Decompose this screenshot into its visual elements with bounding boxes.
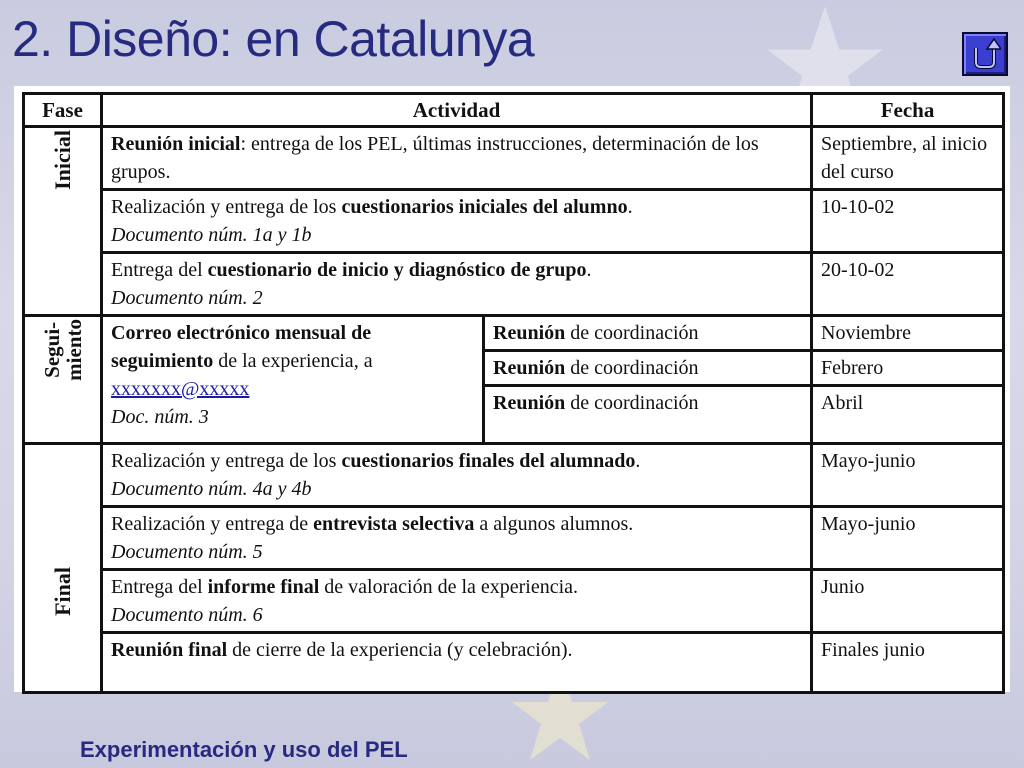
phase-label: Final: [49, 567, 75, 616]
meeting-cell: Reunión de coordinación: [484, 386, 812, 444]
document-ref: Doc. núm. 3: [111, 406, 209, 428]
date-cell: Finales junio: [812, 633, 1004, 693]
activity-cell: Realización y entrega de entrevista selectiva a algunos alumnos. Documento núm. 5: [102, 507, 812, 570]
schedule-table-panel: [14, 86, 1010, 692]
return-arrow-icon: [969, 38, 1001, 70]
activity-cell: Reunión final de cierre de la experiencia (y celebración).: [102, 633, 812, 693]
date-cell: Noviembre: [812, 316, 1004, 351]
activity-cell: Realización y entrega de los cuestionarios iniciales del alumno. Documento núm. 1a y 1b: [102, 190, 812, 253]
activity-cell: Entrega del informe final de valoración de la experiencia. Documento núm. 6: [102, 570, 812, 633]
meeting-cell: Reunión de coordinación: [484, 316, 812, 351]
document-ref: Documento núm. 1a y 1b: [111, 224, 312, 246]
phase-final: [24, 444, 102, 693]
date-cell: Junio: [812, 570, 1004, 633]
return-button[interactable]: [962, 32, 1008, 76]
date-cell: 20-10-02: [812, 253, 1004, 316]
header-activity: Actividad: [102, 94, 812, 127]
schedule-table: [22, 92, 1005, 694]
date-cell: 10-10-02: [812, 190, 1004, 253]
document-ref: Documento núm. 5: [111, 541, 263, 563]
date-cell: Septiembre, al inicio del curso: [812, 127, 1004, 190]
date-cell: Mayo-junio: [812, 444, 1004, 507]
header-phase: Fase: [24, 94, 102, 127]
slide-footer: Experimentación y uso del PEL: [80, 737, 408, 762]
header-date: Fecha: [812, 94, 1004, 127]
email-link[interactable]: xxxxxxx@xxxxx: [111, 378, 250, 400]
date-cell: Febrero: [812, 351, 1004, 386]
document-ref: Documento núm. 4a y 4b: [111, 478, 312, 500]
activity-cell: Correo electrónico mensual de seguimiento de la experiencia, a xxxxxxx@xxxxx Doc. núm. 3: [102, 316, 484, 444]
document-ref: Documento núm. 2: [111, 287, 263, 309]
activity-cell: Entrega del cuestionario de inicio y diagnóstico de grupo. Documento núm. 2: [102, 253, 812, 316]
phase-seguimiento: [24, 316, 102, 444]
phase-label: Segui- miento: [39, 319, 86, 381]
slide-title: 2. Diseño: en Catalunya: [12, 11, 535, 67]
meeting-cell: Reunión de coordinación: [484, 351, 812, 386]
phase-label: Inicial: [49, 130, 75, 190]
activity-cell: Realización y entrega de los cuestionarios finales del alumnado. Documento núm. 4a y 4b: [102, 444, 812, 507]
activity-cell: Reunión inicial: entrega de los PEL, últimas instrucciones, determinación de los grupos.: [102, 127, 812, 190]
document-ref: Documento núm. 6: [111, 604, 263, 626]
date-cell: Abril: [812, 386, 1004, 444]
phase-inicial: [24, 127, 102, 316]
date-cell: Mayo-junio: [812, 507, 1004, 570]
